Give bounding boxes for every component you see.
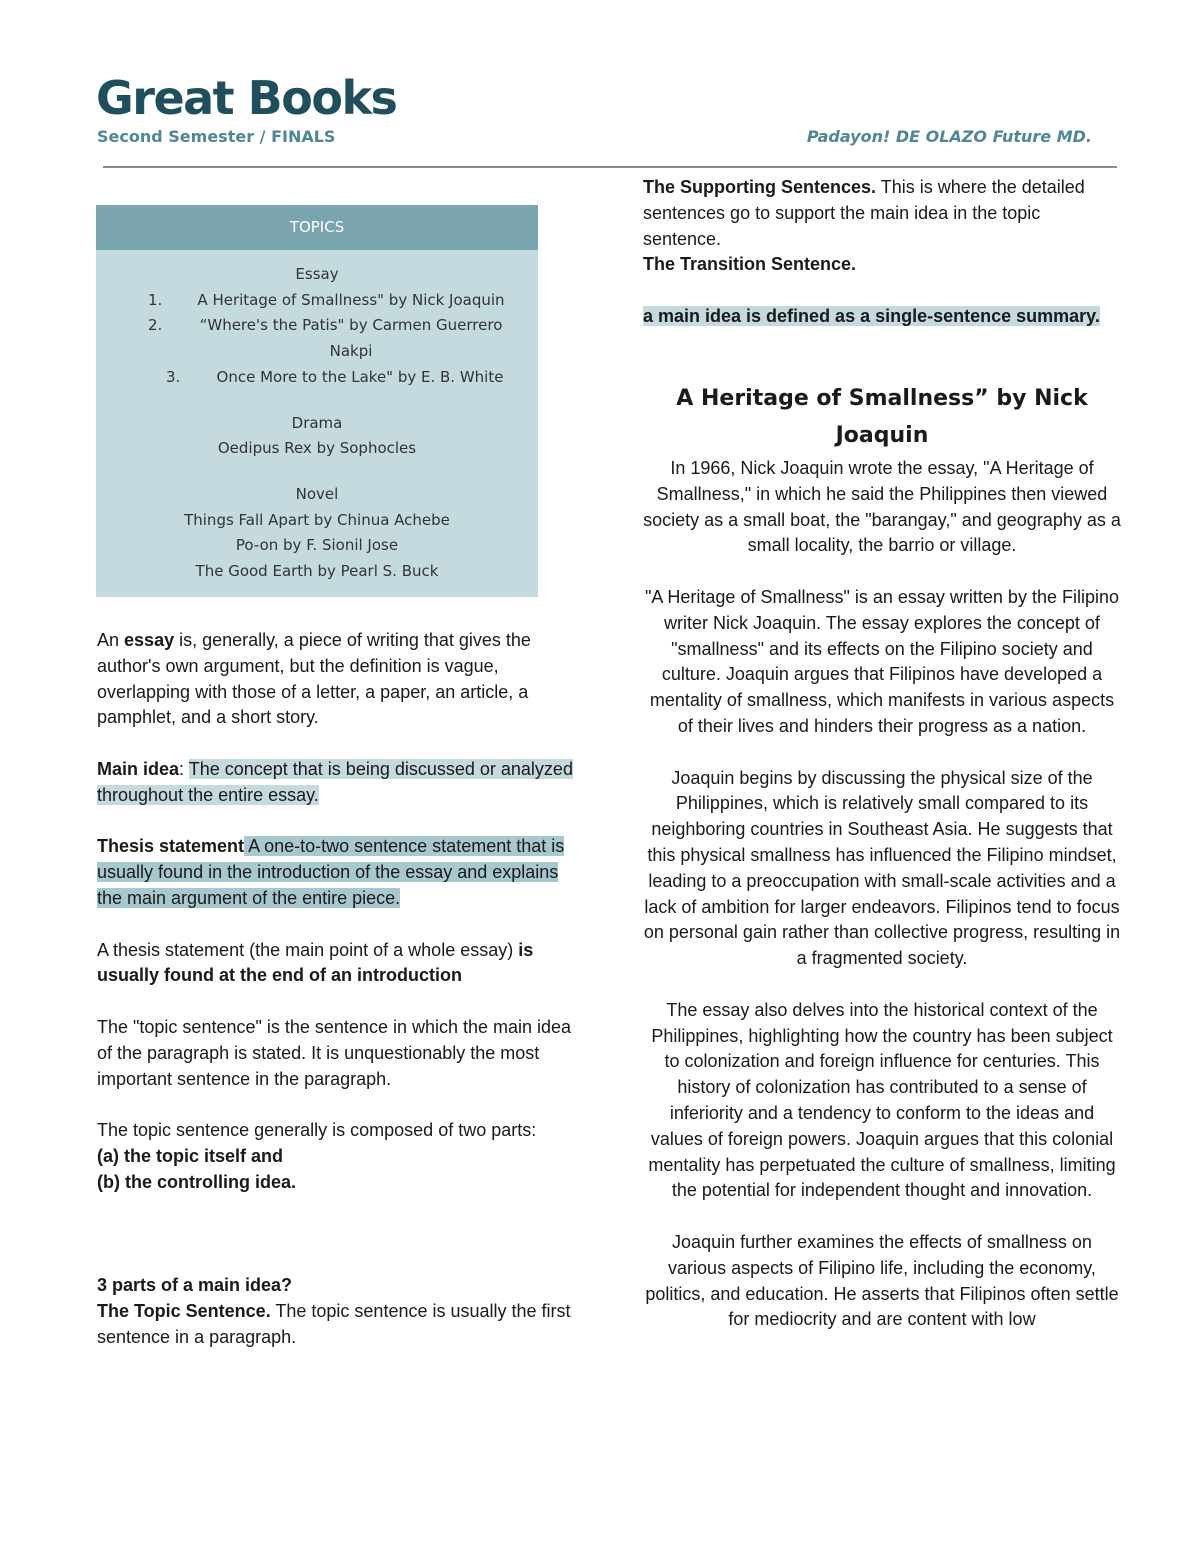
paragraph: The essay also delves into the historical context of the Philippines, highlighting how the country has been subject to colonization and foreign influence for centuries. This history of colonization has contributed to a sense of inferiority and a tendency to conform to the ideas and values of foreign powers. Joaquin argues that this colonial mentality has perpetuated the culture of smallness, limiting the potential for independent thought and innovation.	[648, 999, 1116, 1201]
list-item: The Good Earth by Pearl S. Buck	[195, 562, 439, 581]
topics-heading: TOPICS	[96, 205, 538, 250]
text-span: A thesis statement (the main point of a whole essay)	[97, 939, 519, 960]
novel-group	[96, 482, 538, 585]
tagline: Padayon! DE OLAZO Future MD.	[806, 127, 1092, 146]
list-item: Oedipus Rex by Sophocles	[217, 439, 417, 458]
term-main-idea: Main idea	[97, 758, 180, 779]
bold-text: (a) the topic itself and	[97, 1145, 284, 1166]
topics-body	[96, 250, 538, 585]
text-span: This is where the detailed sentences go to support the main idea in the topic sentence.	[643, 177, 1085, 249]
paragraph: "A Heritage of Smallness" is an essay written by the Filipino writer Nick Joaquin. The essay explores the concept of "smallness" and its effects on the Filipino society and culture. Joaquin argues that Filipinos have developed a mentality of smallness, which manifests in various aspects of their lives and hinders their progress as a nation.	[645, 586, 1119, 736]
essay-definition	[97, 628, 577, 731]
paragraph: Joaquin begins by discussing the physical size of the Philippines, which is relatively small compared to its neighboring countries in Southeast Asia. He suggests that this physical smallness has influenced the Filipino mindset, leading to a preoccupation with small-scale activities and a lack of ambition for larger endeavors. Filipinos tend to focus on personal gain rather than collective progress, resulting in a fragmented society.	[643, 767, 1121, 969]
drama-label: Drama	[291, 413, 343, 432]
list-item	[96, 288, 538, 314]
essay-group	[96, 262, 538, 391]
bold-text: 3 parts of a main idea?	[97, 1274, 293, 1295]
list-text: A Heritage of Smallness" by Nick Joaquin	[197, 290, 505, 309]
bold-text: The Transition Sentence.	[643, 254, 857, 275]
thesis-note	[97, 938, 577, 990]
bold-text: is usually found at the end of an introduction	[97, 939, 534, 986]
left-column	[97, 628, 577, 1350]
highlighted-bold-text: a main idea is defined as a single-sentence summary.	[643, 305, 1100, 326]
novel-label: Novel	[295, 484, 339, 503]
highlighted-definition: The concept that is being discussed or analyzed throughout the entire essay.	[97, 758, 573, 805]
list-item	[96, 313, 538, 364]
list-item	[96, 365, 538, 391]
list-number: 3.	[166, 367, 181, 386]
paragraph: Joaquin further examines the effects of smallness on various aspects of Filipino life, including the economy, politics, and education. He asserts that Filipinos often settle for mediocrity and are content with low	[645, 1231, 1119, 1330]
right-column-body	[643, 456, 1121, 1333]
thesis-definition	[97, 834, 577, 911]
text-span: :	[179, 758, 189, 779]
term-thesis-statement: Thesis statement	[97, 836, 245, 857]
list-number: 2.	[148, 316, 163, 335]
text-span: The topic sentence is usually the first sentence in a paragraph.	[97, 1300, 571, 1347]
highlighted-definition: A one-to-two sentence statement that is usually found in the introduction of the essay and explains the main argument of the entire piece.	[97, 836, 565, 908]
topic-sentence-item	[97, 1299, 577, 1351]
topic-sentence-definition: The "topic sentence" is the sentence in which the main idea of the paragraph is stated. It is unquestionably the most important sentence in the paragraph.	[97, 1016, 572, 1089]
main-idea-summary	[643, 304, 1123, 330]
text-span: is, generally, a piece of writing that gives the author's own argument, but the definition is vague, overlapping with those of a letter, a paper, an article, a pamphlet, and a short story.	[97, 630, 531, 728]
supporting-sentences	[643, 175, 1123, 252]
list-item: Things Fall Apart by Chinua Achebe	[184, 510, 450, 529]
part-b	[97, 1170, 577, 1196]
part-a	[97, 1144, 577, 1170]
transition-sentence	[643, 252, 1123, 278]
paragraph: In 1966, Nick Joaquin wrote the essay, "A Heritage of Smallness," in which he said the Philippines then viewed society as a small boat, the "barangay," and geography as a small locality, the barrio or village.	[643, 458, 1121, 556]
right-column-top	[643, 175, 1123, 330]
main-idea-definition	[97, 757, 577, 809]
bold-text: (b) the controlling idea.	[97, 1171, 296, 1192]
essay-heading: A Heritage of Smallness” by Nick Joaquin	[676, 386, 1088, 448]
drama-group	[96, 411, 538, 462]
subtitle: Second Semester / FINALS	[97, 127, 336, 146]
list-item: Po-on by F. Sionil Jose	[235, 536, 399, 555]
header-divider	[103, 166, 1117, 168]
three-parts-heading	[97, 1273, 577, 1299]
bold-text: The Supporting Sentences.	[643, 177, 877, 197]
topics-box	[96, 205, 538, 597]
list-number: 1.	[148, 290, 163, 309]
text-span: An	[97, 630, 125, 650]
list-text: “Where's the Patis" by Carmen Guerrero Nakpi	[199, 316, 503, 361]
list-text: Once More to the Lake" by E. B. White	[216, 367, 504, 386]
essay-label: Essay	[295, 265, 339, 283]
page-title: Great Books	[96, 71, 397, 125]
topic-parts-intro: The topic sentence generally is composed of two parts:	[97, 1120, 537, 1141]
essay-list	[96, 288, 538, 391]
bold-text: The Topic Sentence.	[97, 1300, 271, 1321]
term-essay: essay	[124, 630, 175, 650]
